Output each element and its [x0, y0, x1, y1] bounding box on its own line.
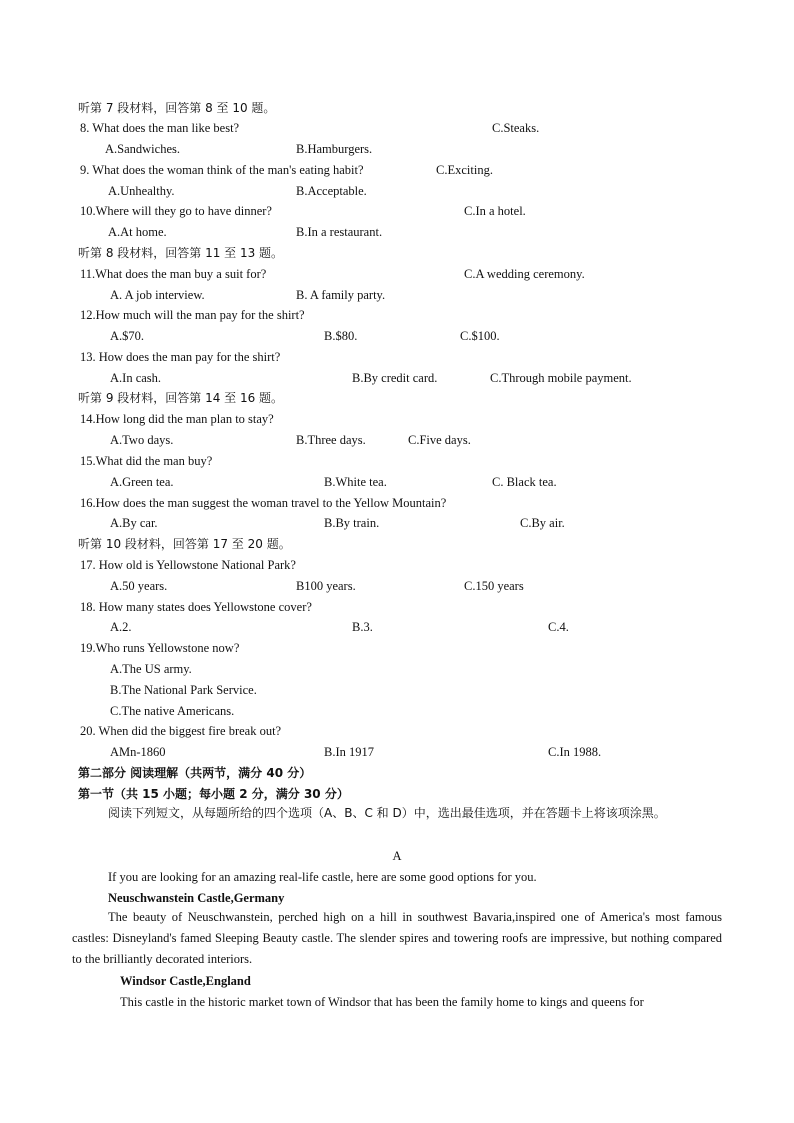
question-18-option-b: B.3. — [352, 620, 373, 634]
question-13-option-a: A.In cash. — [110, 371, 162, 385]
question-8-option-b: B.Hamburgers. — [296, 142, 373, 156]
question-18-stem: 18. How many states does Yellowstone cover? — [80, 600, 312, 614]
question-15-option-c: C. Black tea. — [492, 475, 557, 489]
question-14-option-a: A.Two days. — [110, 433, 174, 447]
question-11-option-c: C.A wedding ceremony. — [464, 267, 585, 281]
question-20-option-a: AMn-1860 — [110, 745, 166, 759]
castle-heading-neuschwanstein: Neuschwanstein Castle,Germany — [108, 891, 285, 905]
question-16-option-b: B.By train. — [324, 516, 380, 530]
question-9-option-a: A.Unhealthy. — [108, 184, 175, 198]
question-20-stem: 20. When did the biggest fire break out? — [80, 724, 282, 738]
question-14-option-b: B.Three days. — [296, 433, 366, 447]
section-header-8: 听第 8 段材料，回答第 11 至 13 题。 — [78, 246, 284, 260]
section-header-9: 听第 9 段材料，回答第 14 至 16 题。 — [78, 391, 284, 405]
question-10-option-c: C.In a hotel. — [464, 204, 526, 218]
question-11-stem: 11.What does the man buy a suit for? — [80, 267, 267, 281]
question-15-option-b: B.White tea. — [324, 475, 387, 489]
question-13-option-b: B.By credit card. — [352, 371, 438, 385]
question-14-option-c: C.Five days. — [408, 433, 471, 447]
question-8-option-a: A.Sandwiches. — [105, 142, 180, 156]
question-19-option-a: A.The US army. — [110, 662, 192, 676]
question-12-option-a: A.$70. — [110, 329, 145, 343]
question-11-option-b: B. A family party. — [296, 288, 386, 302]
question-17-option-a: A.50 years. — [110, 579, 168, 593]
question-17-stem: 17. How old is Yellowstone National Park? — [80, 558, 296, 572]
question-8-option-c: C.Steaks. — [492, 121, 540, 135]
castle-paragraph-neuschwanstein-text: The beauty of Neuschwanstein, perched high on a hill in southwest Bavaria,inspired one of America's most famous castles: Disneyland's famed Sleeping Beauty castle. The slender spires and towering roofs are impressive, but nothing compared to the brilliantly decorated interiors. — [72, 910, 722, 966]
section-header-7: 听第 7 段材料，回答第 8 至 10 题。 — [78, 101, 276, 115]
question-17-option-c: C.150 years — [464, 579, 524, 593]
part2-section1-heading: 第一节（共 15 小题；每小题 2 分，满分 30 分） — [78, 787, 349, 801]
question-15-stem: 15.What did the man buy? — [80, 454, 213, 468]
question-10-option-a: A.At home. — [108, 225, 167, 239]
part2-heading: 第二部分 阅读理解（共两节，满分 40 分） — [78, 766, 312, 780]
question-19-option-c: C.The native Americans. — [110, 704, 235, 718]
question-8-stem: 8. What does the man like best? — [80, 121, 240, 135]
question-10-stem: 10.Where will they go to have dinner? — [80, 204, 272, 218]
question-12-stem: 12.How much will the man pay for the shirt? — [80, 308, 305, 322]
passage-intro: If you are looking for an amazing real-life castle, here are some good options for you. — [108, 870, 537, 884]
castle-paragraph-neuschwanstein — [72, 907, 722, 970]
question-13-stem: 13. How does the man pay for the shirt? — [80, 350, 281, 364]
section-header-10: 听第 10 段材料，回答第 17 至 20 题。 — [78, 537, 291, 551]
question-15-option-a: A.Green tea. — [110, 475, 174, 489]
question-12-option-b: B.$80. — [324, 329, 358, 343]
question-14-stem: 14.How long did the man plan to stay? — [80, 412, 274, 426]
castle-heading-windsor: Windsor Castle,England — [120, 974, 251, 988]
question-18-option-c: C.4. — [548, 620, 569, 634]
question-19-stem: 19.Who runs Yellowstone now? — [80, 641, 240, 655]
question-20-option-c: C.In 1988. — [548, 745, 602, 759]
reading-instructions: 阅读下列短文，从每题所给的四个选项（A、B、C 和 D）中，选出最佳选项，并在答题卡上将该项涂黑。 — [108, 806, 666, 820]
question-16-stem: 16.How does the man suggest the woman travel to the Yellow Mountain? — [80, 496, 447, 510]
question-17-option-b: B100 years. — [296, 579, 356, 593]
question-20-option-b: B.In 1917 — [324, 745, 374, 759]
question-16-option-a: A.By car. — [110, 516, 158, 530]
castle-paragraph-windsor: This castle in the historic market town of Windsor that has been the family home to kings and queens for — [120, 995, 644, 1009]
question-10-option-b: B.In a restaurant. — [296, 225, 383, 239]
question-12-option-c: C.$100. — [460, 329, 500, 343]
question-11-option-a: A. A job interview. — [110, 288, 205, 302]
question-18-option-a: A.2. — [110, 620, 132, 634]
question-16-option-c: C.By air. — [520, 516, 565, 530]
question-13-option-c: C.Through mobile payment. — [490, 371, 632, 385]
question-9-option-c: C.Exciting. — [436, 163, 493, 177]
question-9-option-b: B.Acceptable. — [296, 184, 367, 198]
question-19-option-b: B.The National Park Service. — [110, 683, 257, 697]
question-9-stem: 9. What does the woman think of the man's eating habit? — [80, 163, 364, 177]
passage-letter: A — [392, 849, 402, 863]
